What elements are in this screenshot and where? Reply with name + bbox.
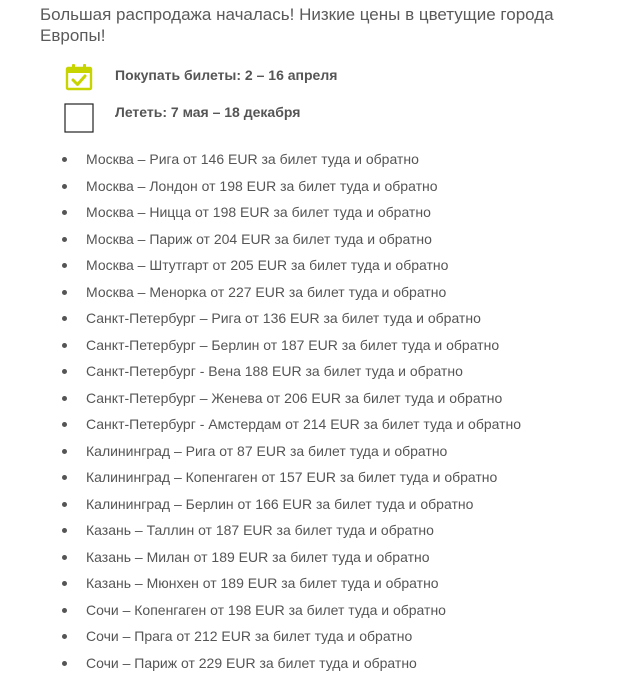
bullet-icon (62, 555, 67, 560)
list-item (0, 385, 637, 412)
bullet-icon (62, 608, 67, 613)
list-item (0, 411, 637, 438)
bullet-icon (62, 502, 67, 507)
bullet-icon (62, 528, 67, 533)
route-list (0, 146, 637, 676)
route-text: Казань – Милан от 189 EUR за билет туда и обратно (86, 548, 430, 565)
route-text: Сочи – Копенгаген от 198 EUR за билет туда и обратно (86, 601, 446, 618)
bullet-icon (62, 369, 67, 374)
route-text: Москва – Лондон от 198 EUR за билет туда и обратно (86, 177, 438, 194)
route-text: Казань – Мюнхен от 189 EUR за билет туда и обратно (86, 575, 439, 591)
bullet-icon (62, 316, 67, 321)
bullet-icon (62, 661, 67, 666)
route-text: Сочи – Париж от 229 EUR за билет туда и обратно (86, 654, 417, 671)
route-text: Калининград – Берлин от 166 EUR за билет туда и обратно (86, 495, 474, 512)
route-text: Москва – Штутгарт от 205 EUR за билет туда и обратно (86, 257, 449, 273)
route-text: Санкт-Петербург - Амстердам от 214 EUR за билет туда и обратно (86, 416, 522, 432)
list-item (0, 279, 637, 306)
bullet-icon (62, 475, 67, 480)
route-text: Москва – Ницца от 198 EUR за билет туда и обратно (86, 204, 431, 220)
bullet-icon (62, 157, 67, 162)
list-item (0, 305, 637, 332)
route-text: Москва – Менорка от 227 EUR за билет туда и обратно (86, 283, 447, 300)
empty-box-icon (64, 103, 94, 133)
list-item (0, 252, 637, 279)
route-text: Сочи – Прага от 212 EUR за билет туда и обратно (86, 628, 413, 644)
bullet-icon (62, 290, 67, 295)
list-item (0, 517, 637, 544)
travel-period-text: Лететь: 7 мая – 18 декабря (115, 104, 301, 120)
list-item (0, 491, 637, 518)
route-text: Москва – Париж от 204 EUR за билет туда и обратно (86, 230, 432, 247)
list-item (0, 650, 637, 677)
route-text: Казань – Таллин от 187 EUR за билет туда и обратно (86, 522, 434, 538)
bullet-icon (62, 581, 67, 586)
list-item (0, 438, 637, 465)
route-text: Санкт-Петербург - Вена 188 EUR за билет туда и обратно (86, 363, 463, 379)
route-text: Санкт-Петербург – Рига от 136 EUR за билет туда и обратно (86, 310, 481, 326)
bullet-icon (62, 263, 67, 268)
bullet-icon (62, 634, 67, 639)
list-item (0, 358, 637, 385)
list-item (0, 570, 637, 597)
route-text: Москва – Рига от 146 EUR за билет туда и обратно (86, 151, 419, 167)
bullet-icon (62, 396, 67, 401)
list-item (0, 464, 637, 491)
list-item (0, 597, 637, 624)
headline: Большая распродажа началась! Низкие цены в цветущие города Европы! (40, 5, 554, 45)
bullet-icon (62, 237, 67, 242)
list-item (0, 332, 637, 359)
bullet-icon (62, 184, 67, 189)
bullet-icon (62, 343, 67, 348)
route-text: Калининград – Копенгаген от 157 EUR за билет туда и обратно (86, 469, 498, 485)
route-text: Санкт-Петербург – Берлин от 187 EUR за билет туда и обратно (86, 336, 500, 353)
list-item (0, 173, 637, 200)
list-item (0, 199, 637, 226)
bullet-icon (62, 210, 67, 215)
list-item (0, 623, 637, 650)
list-item (0, 146, 637, 173)
list-item (0, 226, 637, 253)
purchase-period-text: Покупать билеты: 2 – 16 апреля (115, 66, 338, 83)
purchase-period (64, 62, 337, 92)
route-text: Санкт-Петербург – Женева от 206 EUR за билет туда и обратно (86, 389, 503, 406)
bullet-icon (62, 449, 67, 454)
route-text: Калининград – Рига от 87 EUR за билет туда и обратно (86, 442, 448, 459)
list-item (0, 544, 637, 571)
travel-period (64, 103, 300, 133)
calendar-check-icon (64, 62, 94, 92)
bullet-icon (62, 422, 67, 427)
